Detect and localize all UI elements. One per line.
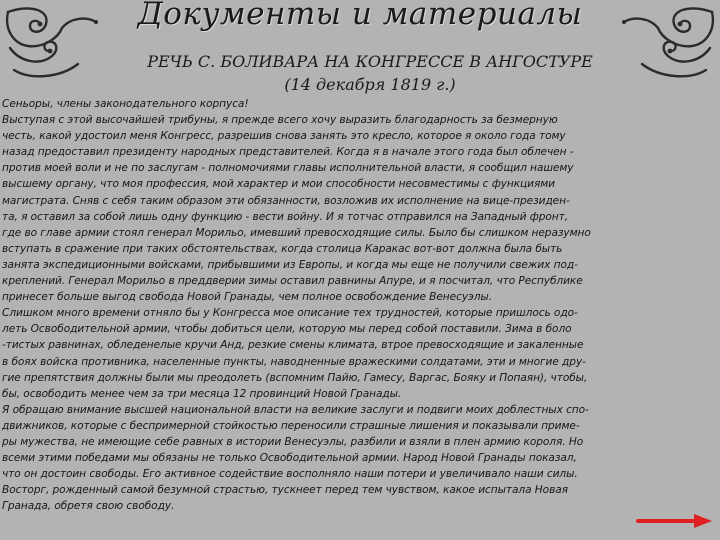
text-line: Выступая с этой высочайшей трибуны, я прежде всего хочу выразить благодарность за безмерную [2, 114, 558, 127]
speech-heading: РЕЧЬ С. БОЛИВАРА НА КОНГРЕССЕ В АНГОСТУРЕ [147, 52, 593, 71]
speech-date: (14 декабря 1819 г.) [284, 75, 456, 94]
text-line: бы, освободить менее чем за три месяца 12 провинций Новой Гранады. [2, 387, 402, 400]
text-line: принесет больше выгод свобода Новой Гранады, чем полное освобождение Венесуэлы. [2, 291, 493, 304]
right-arrow-icon[interactable] [636, 512, 714, 530]
text-line: Восторг, рожденный самой безумной страстью, тускнеет перед тем чувством, какое испытала Новая [2, 484, 568, 497]
text-line: всеми этими победами мы обязаны не только Освободительной армии. Народ Новой Гранады показал, [2, 452, 577, 465]
speech-text [2, 96, 718, 514]
text-line: Сеньоры, члены законодательного корпуса! [2, 98, 249, 110]
text-line: гие препятствия должны были мы преодолеть (вспомним Пайю, Гамесу, Варгас, Бояку и Попаян), чтобы, [2, 371, 588, 384]
text-line: назад предоставил президенту народных представителей. Когда я в начале этого года был облечен - [2, 146, 574, 159]
text-line: в боях войска противника, населенные пункты, наводненные вражескими солдатами, эти и многие дру- [2, 355, 586, 368]
text-line: честь, какой удостоил меня Конгресс, разрешив снова занять это кресло, которое я около года тому [2, 130, 566, 143]
text-line: -тистых равнинах, обледенелые кручи Анд, резкие смены климата, втрое превосходящие и закаленные [2, 339, 584, 352]
text-line: против моей воли и не по заслугам - полномочиями главы исполнительной власти, я сообщил нашему [2, 162, 574, 175]
text-line: что он достоин свободы. Его активное содействие восполняло наши потери и увеличивало наши силы. [2, 468, 578, 481]
slide-title: Документы и материалы [137, 0, 583, 32]
text-line: высшему органу, что моя профессия, мой характер и мои способности несовместимы с функциями [2, 178, 555, 191]
text-line: та, я оставил за собой лишь одну функцию - вести войну. И я тотчас отправился на Западный фронт, [2, 210, 569, 223]
text-line: вступать в сражение при таких обстоятельствах, когда столица Каракас вот-вот должна была быть [2, 242, 563, 255]
text-line: Я обращаю внимание высшей национальной власти на великие заслуги и подвиги моих доблестных спо- [2, 403, 589, 416]
text-line: Слишком много времени отняло бы у Конгресса мое описание тех трудностей, которые пришлось одо- [2, 307, 578, 320]
text-line: ры мужества, не имеющие себе равных в истории Венесуэлы, разбили и взяли в плен армию короля. Но [2, 435, 584, 448]
text-line: движников, которые с беспримерной стойкостью переносили страшные лишения и показывали приме- [2, 419, 580, 432]
text-line: Гранада, обретя свою свободу. [2, 500, 175, 513]
text-line: магистрата. Сняв с себя таким образом эти обязанности, возложив их исполнение на вице-президен- [2, 194, 570, 207]
text-line: креплений. Генерал Морильо в преддверии зимы оставил равнины Апуре, и я посчитал, что Республике [2, 275, 583, 288]
text-line: где во главе армии стоял генерал Морильо, имевший превосходящие силы. Было бы слишком неразумно [2, 226, 591, 239]
text-line: занята экспедиционными войсками, прибывшими из Европы, и когда мы еще не получили свежих под- [2, 258, 578, 271]
text-line: леть Освободительной армии, чтобы добиться цели, которую мы перед собой поставили. Зима в боло [2, 323, 572, 336]
